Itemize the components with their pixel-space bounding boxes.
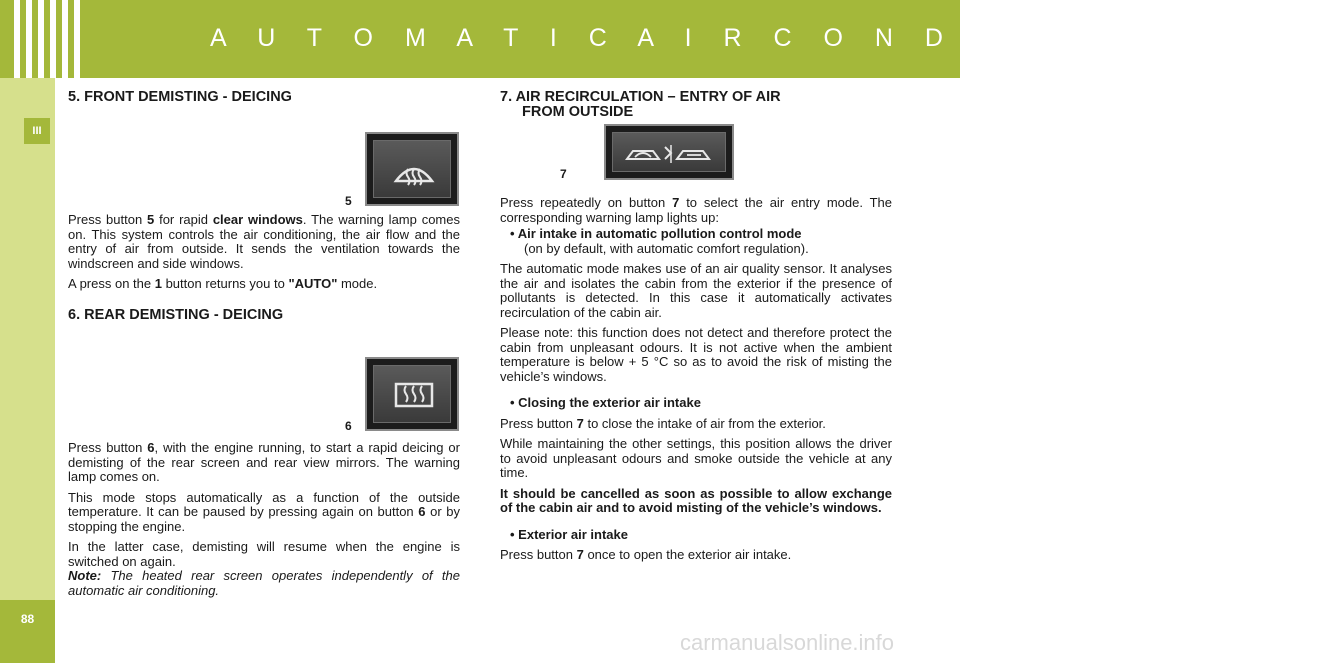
section-6-heading: 6. REAR DEMISTING - DEICING [68,307,284,323]
section-6 [68,308,460,323]
header-stripe [74,0,80,78]
section-6-paragraph-1: Press button 6, with the engine running, to start a rapid deicing or demisting of the rear screen and rear view mirrors. The warning lamp comes on. [68,440,460,484]
section-5-paragraph-1: Press button 5 for rapid clear windows. The warning lamp comes on. This system controls the air conditioning, the air flow and the entry of air from outside. It sends the ventilation towards the windscreen and side windows. [68,212,460,271]
section-6-paragraph-3: In the latter case, demisting will resume when the engine is switched on again. [68,539,460,569]
button-6-face [373,365,451,423]
section-5 [68,90,460,105]
header-stripe [50,0,56,78]
section-7-bullet-2: • Closing the exterior air intake [510,395,701,410]
button-6-photo [365,357,459,431]
header-stripe [26,0,32,78]
section-7-bullet-3: • Exterior air intake [510,526,628,542]
page-title: A U T O M A T I C A I R C O N D I T I O N I N G [210,24,1321,52]
header-stripe [38,0,44,78]
page-number: 88 [20,612,35,626]
section-7 [500,90,892,119]
section-7-body [500,196,892,569]
section-5-paragraph-2: A press on the 1 button returns you to "AUTO" mode. [68,276,378,291]
section-7-paragraph-5: While maintaining the other settings, this position allows the driver to avoid unpleasant odours and smoke outside the vehicle at any time. [500,436,892,480]
button-6-label: 6 [345,419,352,433]
section-7-warning: It should be cancelled as soon as possible to allow exchange of the cabin air and to avoid misting of the vehicle’s windows. [500,485,892,515]
watermark: carmanualsonline.info [680,630,895,655]
button-5-face [373,140,451,198]
rear-demist-icon [374,366,454,426]
button-7-label: 7 [560,167,567,181]
button-7-photo [604,124,734,180]
section-5-heading: 5. FRONT DEMISTING - DEICING [68,89,292,105]
header-stripe [62,0,68,78]
section-7-heading-line-1: 7. AIR RECIRCULATION – ENTRY OF AIR [500,89,781,105]
section-7-paragraph-3: Please note: this function does not detect and therefore protect the cabin from unpleasant odours. It is not active when the ambient temperature is below + 5 °C so as to avoid the risk of misting the vehicle’s windows. [500,325,892,384]
chapter-tab: III [24,118,50,144]
section-7-bullet-1-text: (on by default, with automatic comfort regulation). [524,240,809,256]
section-7-bullet-1: • Air intake in automatic pollution control mode [510,226,802,241]
front-demist-icon [374,141,454,201]
side-band [0,78,55,663]
section-7-paragraph-1: Press repeatedly on button 7 to select the air entry mode. The corresponding warning lamp lights up: [500,195,892,225]
section-6-note: Note: The heated rear screen operates independently of the automatic air conditioning. [68,568,460,598]
button-5-label: 5 [345,194,352,208]
section-5-body [68,213,460,298]
button-7-face [612,132,726,172]
section-7-heading-line-2: FROM OUTSIDE [522,103,634,120]
page-number-tab [0,600,55,663]
section-7-paragraph-7: Press button 7 once to open the exterior air intake. [500,547,792,562]
section-7-paragraph-4: Press button 7 to close the intake of air from the exterior. [500,415,826,431]
section-6-body [68,441,460,604]
section-6-paragraph-2: This mode stops automatically as a function of the outside temperature. It can be paused by pressing again on button 6 or by stopping the engine. [68,489,460,534]
button-5-photo [365,132,459,206]
header-stripe [14,0,20,78]
section-7-paragraph-2: The automatic mode makes use of an air quality sensor. It analyses the air and isolates the cabin from the exterior if the presence of pollutants is detected. In this case it automatically activates recirculation of the cabin air. [500,261,892,320]
recirculation-icon [613,133,729,175]
header-band [0,0,1321,78]
